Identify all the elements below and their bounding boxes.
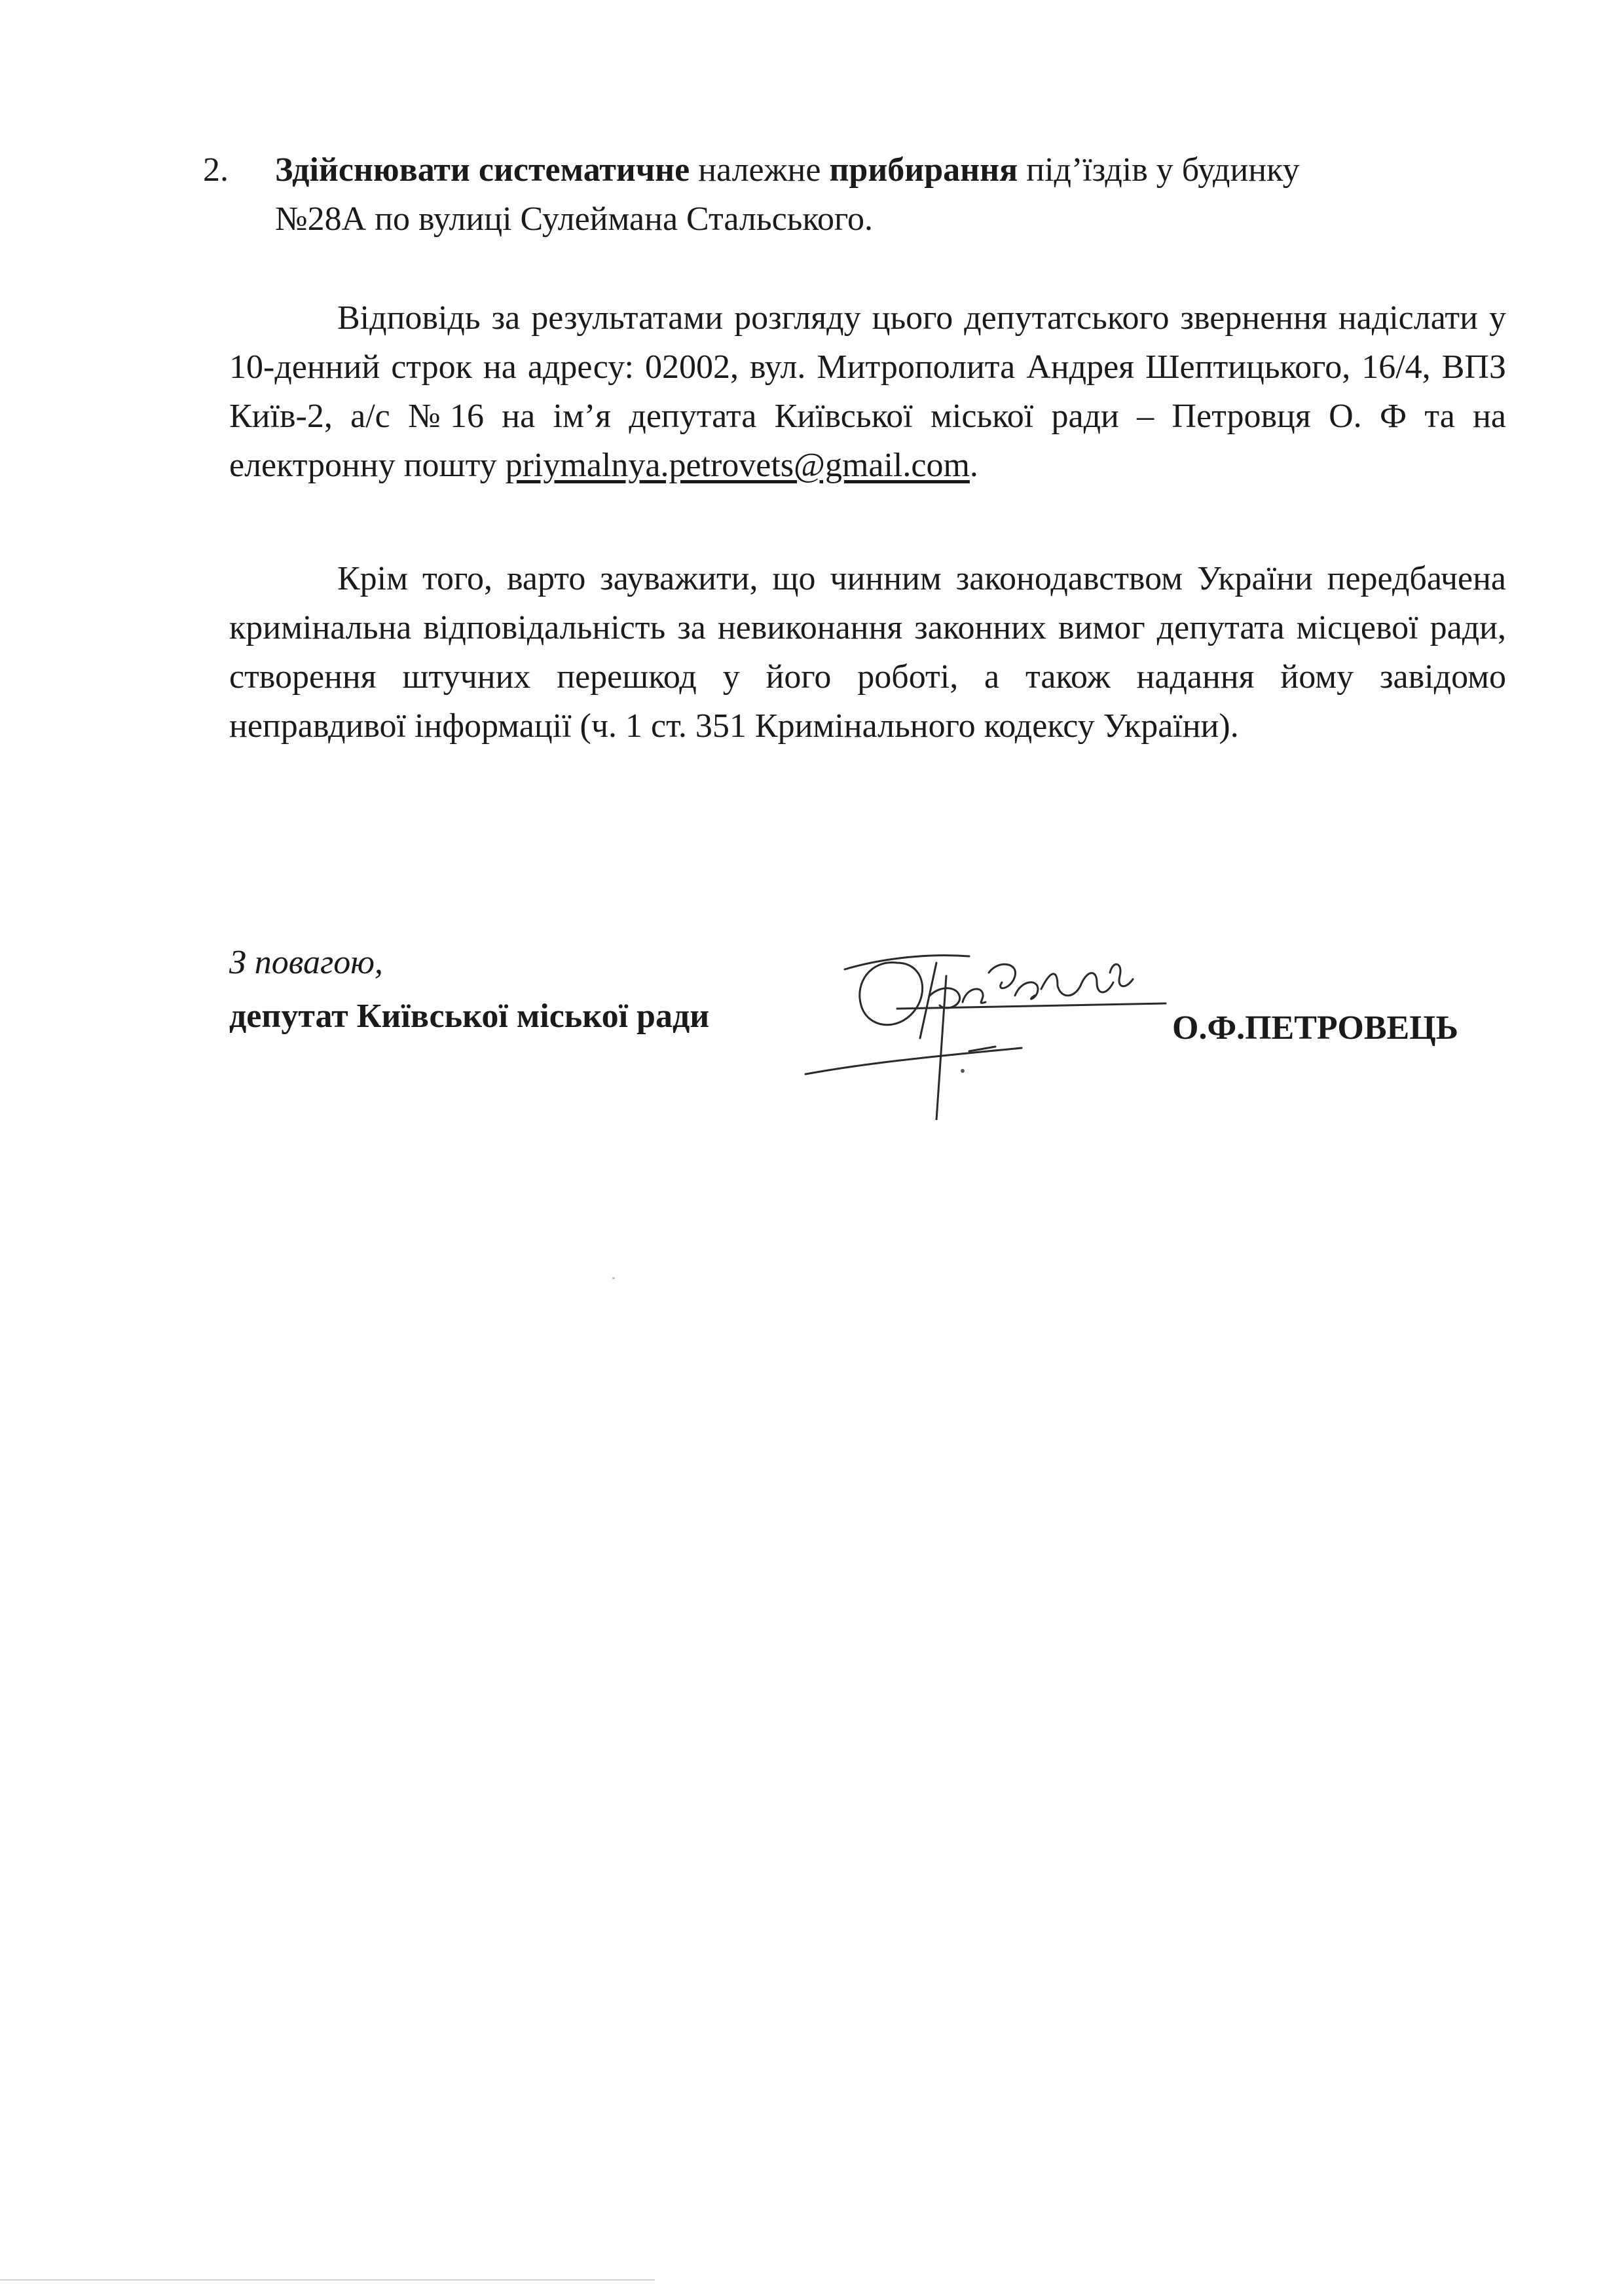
signer-title: депутат Київської міської ради	[229, 998, 710, 1035]
response-paragraph	[229, 293, 1506, 490]
list-item-text-2: під’їздів у будинку	[1018, 151, 1300, 189]
list-item-text-1: належне	[690, 151, 830, 189]
list-item-2	[203, 145, 1578, 244]
handwritten-signature	[799, 924, 1205, 1120]
law-paragraph	[229, 554, 1506, 751]
response-paragraph-end: .	[969, 447, 978, 484]
list-item-tail: №28А по вулиці Сулеймана Стальського.	[275, 200, 874, 238]
law-paragraph-text: Крім того, варто зауважити, що чинним законодавством України передбачена кримінальна відповідальність за невиконання законних вимог депутата місцевої ради, створення штучних перешкод у його роботі, а також надання йому завідомо неправдивої інформації (ч. 1 ст. 351 Кримінального кодексу України).	[229, 560, 1506, 745]
list-item-number: 2.	[203, 151, 229, 189]
list-item-bold-phrase-1: Здійснювати систематичне	[275, 151, 690, 189]
scan-speck	[612, 1277, 615, 1279]
signer-name: О.Ф.ПЕТРОВЕЦЬ	[1172, 1009, 1459, 1047]
scan-edge-line	[0, 2279, 655, 2281]
email-link[interactable]: priymalnya.petrovets@gmail.com	[505, 447, 970, 484]
list-item-bold-phrase-2: прибирання	[829, 151, 1018, 189]
response-paragraph-text: Відповідь за результатами розгляду цього депутатського звернення надіслати у 10-денний строк на адресу: 02002, вул. Митрополита Андрея Шептицького, 16/4, ВПЗ Київ-2, а/с №16 на ім’я депутата Київської міської ради – Петровця О. Ф та на електронну пошту	[229, 299, 1506, 484]
salutation: З повагою,	[229, 944, 383, 981]
